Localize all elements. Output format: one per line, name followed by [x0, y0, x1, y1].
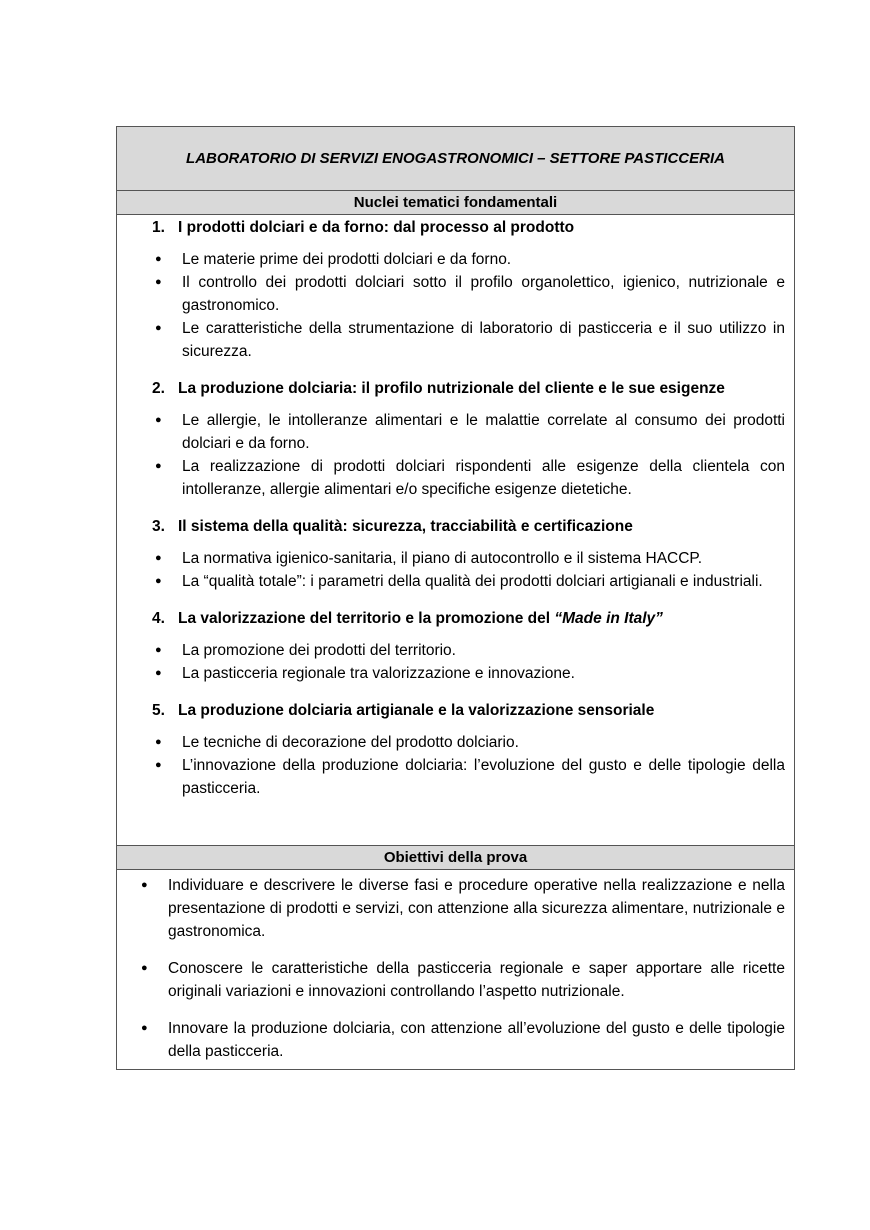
topic-title: 2. La produzione dolciaria: il profilo nutrizionale del cliente e le sue esigenze	[152, 380, 725, 397]
bullet-icon: ●	[155, 322, 162, 334]
topic-title: 4. La valorizzazione del territorio e la promozione del “Made in Italy”	[152, 610, 663, 627]
list-item: ● Le materie prime dei prodotti dolciari e da forno.	[152, 248, 785, 271]
bullet-icon: ●	[155, 460, 162, 472]
topics-section	[117, 215, 794, 845]
topic-1	[152, 217, 785, 363]
list-item: ● Innovare la produzione dolciaria, con attenzione all’evoluzione del gusto e delle tipologie della pasticceria.	[139, 1017, 785, 1063]
bullet-icon: ●	[155, 552, 162, 564]
bullet-icon: ●	[155, 575, 162, 587]
bullet-icon: ●	[141, 879, 148, 891]
list-item: ● La normativa igienico-sanitaria, il piano di autocontrollo e il sistema HACCP.	[152, 547, 785, 570]
list-item: ● L’innovazione della produzione dolciaria: l’evoluzione del gusto e delle tipologie della pasticceria.	[152, 754, 785, 800]
bullet-icon: ●	[155, 644, 162, 656]
bullet-icon: ●	[155, 276, 162, 288]
objectives-section	[117, 870, 794, 1069]
list-item: ● La “qualità totale”: i parametri della qualità dei prodotti dolciari artigianali e industriali.	[152, 570, 785, 593]
list-item: ● Conoscere le caratteristiche della pasticceria regionale e saper apportare alle ricette originali variazioni e innovazioni controllando l’aspetto nutrizionale.	[139, 957, 785, 1003]
list-item: ● Individuare e descrivere le diverse fasi e procedure operative nella realizzazione e nella presentazione di prodotti e servizi, con attenzione alla sicurezza alimentare, nutrizionale e gastronomica.	[139, 874, 785, 943]
list-item: ● Le tecniche di decorazione del prodotto dolciario.	[152, 731, 785, 754]
bullet-icon: ●	[155, 253, 162, 265]
curriculum-table	[116, 126, 795, 1070]
bullet-icon: ●	[141, 1022, 148, 1034]
topic-title: 1. I prodotti dolciari e da forno: dal processo al prodotto	[152, 219, 575, 236]
bullet-icon: ●	[141, 962, 148, 974]
list-item: ● La realizzazione di prodotti dolciari rispondenti alle esigenze della clientela con intolleranze, allergie alimentari e/o specifiche esigenze dietetiche.	[152, 455, 785, 501]
topic-2	[152, 378, 785, 501]
list-item: ● Il controllo dei prodotti dolciari sotto il profilo organolettico, igienico, nutrizionale e gastronomico.	[152, 271, 785, 317]
topic-3	[152, 516, 785, 593]
topic-title: 5. La produzione dolciaria artigianale e la valorizzazione sensoriale	[152, 702, 655, 719]
topic-4	[152, 608, 785, 685]
list-item: ● Le caratteristiche della strumentazione di laboratorio di pasticceria e il suo utilizzo in sicurezza.	[152, 317, 785, 363]
table-title: LABORATORIO DI SERVIZI ENOGASTRONOMICI – SETTORE PASTICCERIA	[117, 127, 794, 191]
bullet-icon: ●	[155, 667, 162, 679]
bullet-icon: ●	[155, 414, 162, 426]
section-header-nuclei: Nuclei tematici fondamentali	[117, 191, 794, 215]
made-in-italy-label: “Made in Italy”	[554, 610, 663, 627]
bullet-icon: ●	[155, 759, 162, 771]
list-item: ● Le allergie, le intolleranze alimentari e le malattie correlate al consumo dei prodotti dolciari e da forno.	[152, 409, 785, 455]
topic-5	[152, 700, 785, 800]
bullet-icon: ●	[155, 736, 162, 748]
section-header-obiettivi: Obiettivi della prova	[117, 845, 794, 870]
list-item: ● La promozione dei prodotti del territorio.	[152, 639, 785, 662]
topic-title: 3. Il sistema della qualità: sicurezza, tracciabilità e certificazione	[152, 518, 633, 535]
list-item: ● La pasticceria regionale tra valorizzazione e innovazione.	[152, 662, 785, 685]
